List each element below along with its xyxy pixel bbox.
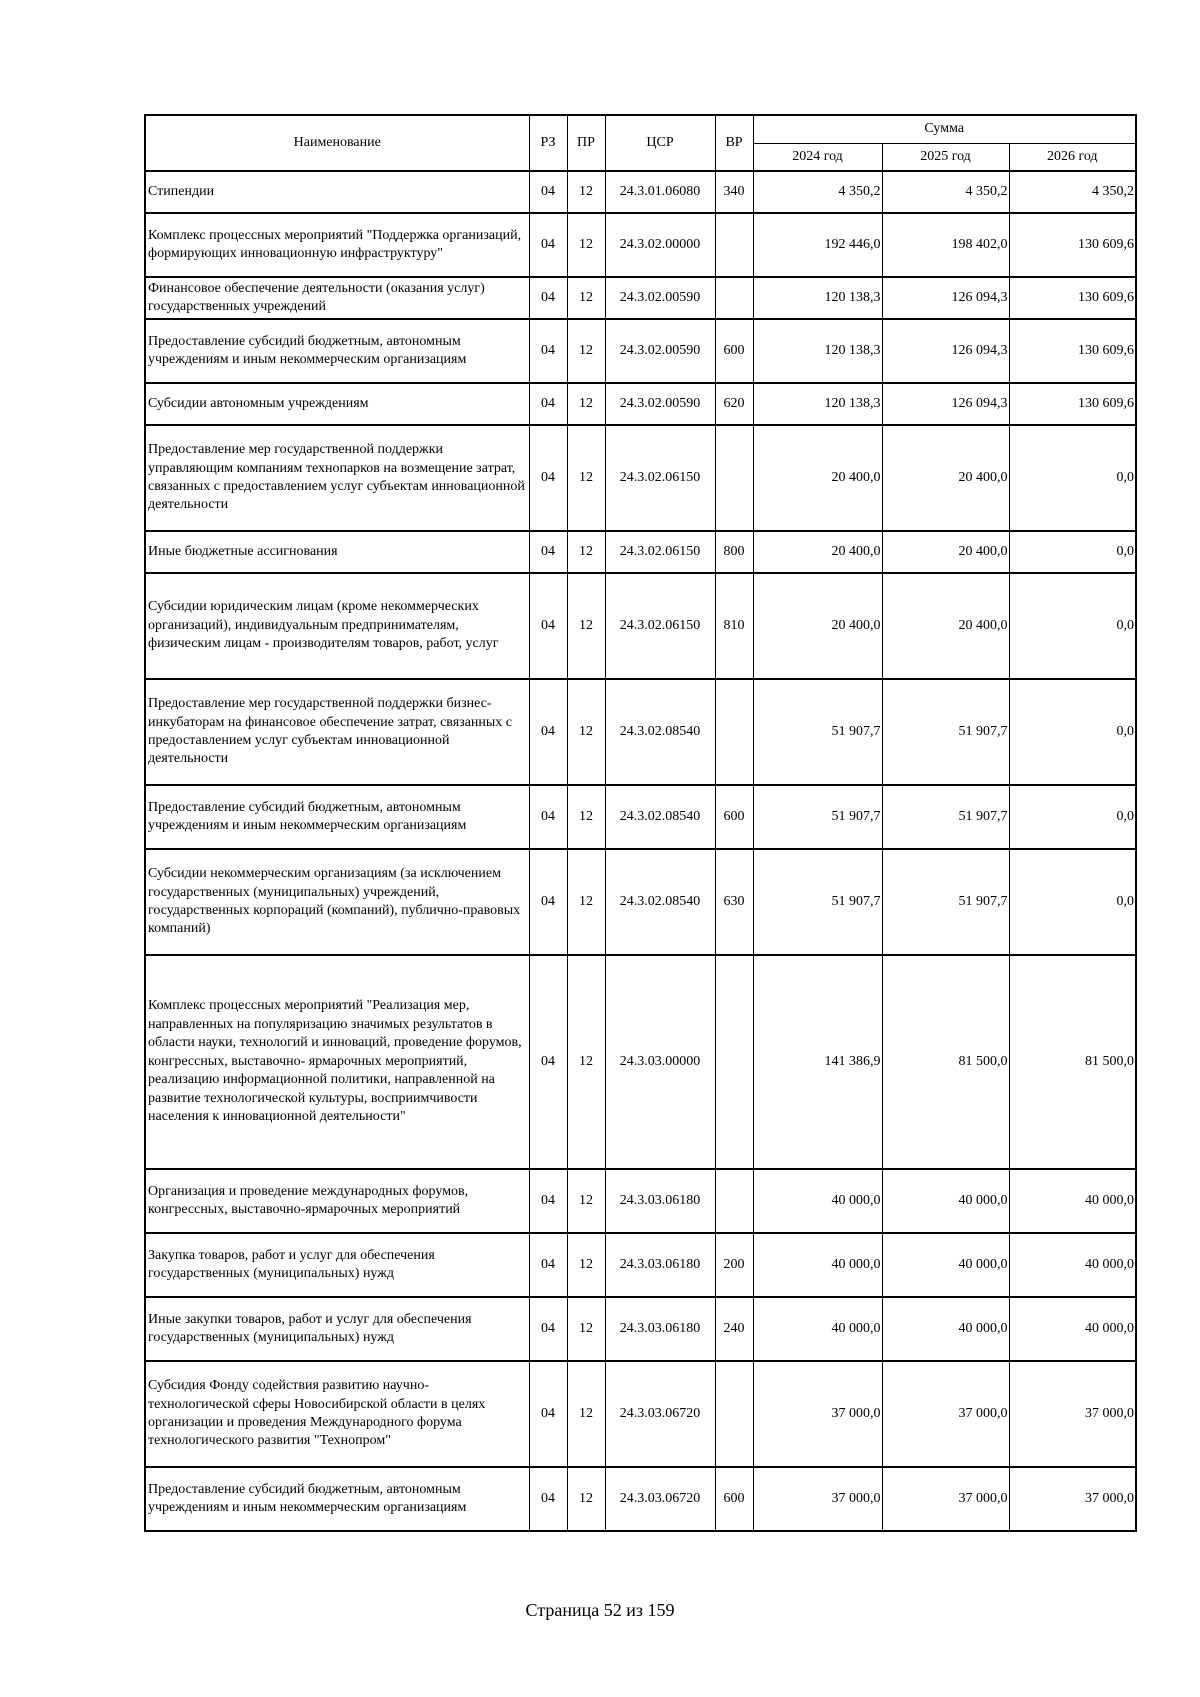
row-sum-2025: 51 907,7 (882, 785, 1009, 849)
row-pr: 12 (567, 1297, 605, 1361)
row-name: Субсидии автономным учреждениям (145, 383, 529, 425)
header-name: Наименование (145, 115, 529, 171)
row-sum-2026: 40 000,0 (1009, 1233, 1136, 1297)
row-name: Предоставление мер государственной поддержки управляющим компаниям технопарков на возмещение затрат, связанных с предоставлением услуг субъектам инновационной деятельности (145, 425, 529, 531)
row-sum-2026: 40 000,0 (1009, 1169, 1136, 1233)
row-rz: 04 (529, 213, 567, 277)
row-sum-2026: 130 609,6 (1009, 213, 1136, 277)
table-row (145, 1169, 1136, 1233)
row-sum-2024: 37 000,0 (753, 1467, 882, 1531)
row-rz: 04 (529, 1467, 567, 1531)
row-sum-2024: 51 907,7 (753, 679, 882, 785)
row-vr: 630 (715, 849, 753, 955)
row-name: Субсидии юридическим лицам (кроме некоммерческих организаций), индивидуальным предпринимателям, физическим лицам - производителям товаров, работ, услуг (145, 573, 529, 679)
row-sum-2024: 120 138,3 (753, 277, 882, 319)
row-sum-2024: 51 907,7 (753, 849, 882, 955)
row-pr: 12 (567, 1467, 605, 1531)
row-pr: 12 (567, 1361, 605, 1467)
header-vr: ВР (715, 115, 753, 171)
row-name: Субсидии некоммерческим организациям (за исключением государственных (муниципальных) учреждений, государственных корпораций (компаний), публично-правовых компаний) (145, 849, 529, 955)
row-sum-2025: 198 402,0 (882, 213, 1009, 277)
row-csr: 24.3.02.00590 (605, 383, 715, 425)
row-vr: 240 (715, 1297, 753, 1361)
row-name: Организация и проведение международных форумов, конгрессных, выставочно-ярмарочных мероприятий (145, 1169, 529, 1233)
row-name: Субсидия Фонду содействия развитию научно-технологической сферы Новосибирской области в целях организации и проведения Международного форума технологического развития "Технопром" (145, 1361, 529, 1467)
row-sum-2026: 4 350,2 (1009, 171, 1136, 213)
row-sum-2025: 20 400,0 (882, 573, 1009, 679)
row-sum-2024: 51 907,7 (753, 785, 882, 849)
row-sum-2025: 126 094,3 (882, 277, 1009, 319)
row-rz: 04 (529, 319, 567, 383)
row-rz: 04 (529, 573, 567, 679)
row-rz: 04 (529, 1233, 567, 1297)
row-sum-2024: 192 446,0 (753, 213, 882, 277)
table-row (145, 425, 1136, 531)
table-header (145, 115, 1136, 171)
table-row (145, 955, 1136, 1169)
row-csr: 24.3.03.06180 (605, 1297, 715, 1361)
row-pr: 12 (567, 955, 605, 1169)
row-vr: 600 (715, 1467, 753, 1531)
row-sum-2025: 40 000,0 (882, 1297, 1009, 1361)
row-sum-2024: 20 400,0 (753, 425, 882, 531)
row-vr: 600 (715, 785, 753, 849)
row-pr: 12 (567, 1169, 605, 1233)
table-row (145, 383, 1136, 425)
row-sum-2025: 20 400,0 (882, 531, 1009, 573)
table-row (145, 1361, 1136, 1467)
row-pr: 12 (567, 573, 605, 679)
row-sum-2026: 37 000,0 (1009, 1467, 1136, 1531)
table-row (145, 1297, 1136, 1361)
row-sum-2026: 40 000,0 (1009, 1297, 1136, 1361)
row-name: Предоставление мер государственной поддержки бизнес-инкубаторам на финансовое обеспечение затрат, связанных с предоставлением услуг субъектам инновационной деятельности (145, 679, 529, 785)
header-csr: ЦСР (605, 115, 715, 171)
header-pr: ПР (567, 115, 605, 171)
row-sum-2025: 126 094,3 (882, 319, 1009, 383)
page-number: Страница 52 из 159 (525, 1600, 675, 1620)
row-pr: 12 (567, 785, 605, 849)
row-vr (715, 679, 753, 785)
table-row (145, 1467, 1136, 1531)
row-pr: 12 (567, 171, 605, 213)
row-csr: 24.3.03.06180 (605, 1233, 715, 1297)
header-sum: Сумма (753, 115, 1136, 143)
row-pr: 12 (567, 213, 605, 277)
row-csr: 24.3.03.06720 (605, 1361, 715, 1467)
row-sum-2024: 40 000,0 (753, 1169, 882, 1233)
row-sum-2025: 126 094,3 (882, 383, 1009, 425)
row-csr: 24.3.03.06720 (605, 1467, 715, 1531)
row-sum-2024: 120 138,3 (753, 319, 882, 383)
row-sum-2026: 0,0 (1009, 573, 1136, 679)
row-pr: 12 (567, 383, 605, 425)
row-sum-2026: 130 609,6 (1009, 383, 1136, 425)
row-csr: 24.3.02.00590 (605, 277, 715, 319)
row-rz: 04 (529, 785, 567, 849)
row-rz: 04 (529, 1169, 567, 1233)
row-sum-2024: 40 000,0 (753, 1297, 882, 1361)
row-sum-2025: 40 000,0 (882, 1169, 1009, 1233)
row-sum-2026: 0,0 (1009, 785, 1136, 849)
header-year-2025: 2025 год (882, 143, 1009, 171)
row-sum-2026: 130 609,6 (1009, 319, 1136, 383)
row-sum-2025: 4 350,2 (882, 171, 1009, 213)
row-sum-2024: 141 386,9 (753, 955, 882, 1169)
row-sum-2025: 51 907,7 (882, 679, 1009, 785)
row-pr: 12 (567, 849, 605, 955)
table-row (145, 171, 1136, 213)
table-row (145, 1233, 1136, 1297)
table-row (145, 849, 1136, 955)
row-name: Комплекс процессных мероприятий "Реализация мер, направленных на популяризацию значимых результатов в области науки, технологий и инноваций, проведение форумов, конгрессных, выставочно- ярмарочных мероприятий, реализацию информационной политики, направленной на развитие технологической культуры, восприимчивости населения к инновационной деятельности" (145, 955, 529, 1169)
row-sum-2024: 40 000,0 (753, 1233, 882, 1297)
row-name: Иные закупки товаров, работ и услуг для обеспечения государственных (муниципальных) нужд (145, 1297, 529, 1361)
row-sum-2026: 37 000,0 (1009, 1361, 1136, 1467)
row-rz: 04 (529, 383, 567, 425)
row-name: Предоставление субсидий бюджетным, автономным учреждениям и иным некоммерческим организациям (145, 1467, 529, 1531)
row-name: Иные бюджетные ассигнования (145, 531, 529, 573)
row-vr: 810 (715, 573, 753, 679)
row-pr: 12 (567, 531, 605, 573)
row-vr (715, 1361, 753, 1467)
row-csr: 24.3.02.06150 (605, 531, 715, 573)
row-pr: 12 (567, 425, 605, 531)
row-name: Финансовое обеспечение деятельности (оказания услуг) государственных учреждений (145, 277, 529, 319)
row-vr (715, 277, 753, 319)
row-name: Комплекс процессных мероприятий "Поддержка организаций, формирующих инновационную инфраструктуру" (145, 213, 529, 277)
row-csr: 24.3.03.00000 (605, 955, 715, 1169)
row-rz: 04 (529, 531, 567, 573)
row-name: Предоставление субсидий бюджетным, автономным учреждениям и иным некоммерческим организациям (145, 785, 529, 849)
row-name: Закупка товаров, работ и услуг для обеспечения государственных (муниципальных) нужд (145, 1233, 529, 1297)
row-vr: 340 (715, 171, 753, 213)
row-csr: 24.3.02.08540 (605, 849, 715, 955)
table-row (145, 679, 1136, 785)
row-sum-2026: 0,0 (1009, 531, 1136, 573)
row-sum-2025: 51 907,7 (882, 849, 1009, 955)
row-rz: 04 (529, 955, 567, 1169)
row-sum-2024: 20 400,0 (753, 573, 882, 679)
header-rz: РЗ (529, 115, 567, 171)
table-row (145, 277, 1136, 319)
row-rz: 04 (529, 849, 567, 955)
row-csr: 24.3.02.00590 (605, 319, 715, 383)
table-row (145, 785, 1136, 849)
row-pr: 12 (567, 1233, 605, 1297)
row-vr: 620 (715, 383, 753, 425)
row-rz: 04 (529, 425, 567, 531)
table-row (145, 319, 1136, 383)
row-csr: 24.3.03.06180 (605, 1169, 715, 1233)
row-vr (715, 213, 753, 277)
row-rz: 04 (529, 1297, 567, 1361)
row-vr: 600 (715, 319, 753, 383)
row-vr: 200 (715, 1233, 753, 1297)
row-csr: 24.3.02.08540 (605, 679, 715, 785)
row-csr: 24.3.02.00000 (605, 213, 715, 277)
row-sum-2024: 20 400,0 (753, 531, 882, 573)
row-name: Предоставление субсидий бюджетным, автономным учреждениям и иным некоммерческим организациям (145, 319, 529, 383)
row-rz: 04 (529, 171, 567, 213)
row-sum-2026: 0,0 (1009, 849, 1136, 955)
table-body (145, 171, 1136, 1531)
row-sum-2026: 81 500,0 (1009, 955, 1136, 1169)
row-sum-2025: 81 500,0 (882, 955, 1009, 1169)
row-csr: 24.3.02.08540 (605, 785, 715, 849)
table-row (145, 213, 1136, 277)
header-year-2026: 2026 год (1009, 143, 1136, 171)
row-rz: 04 (529, 679, 567, 785)
row-sum-2024: 37 000,0 (753, 1361, 882, 1467)
budget-table (144, 114, 1137, 1532)
row-pr: 12 (567, 319, 605, 383)
row-sum-2026: 130 609,6 (1009, 277, 1136, 319)
table-row (145, 573, 1136, 679)
row-vr (715, 955, 753, 1169)
row-sum-2025: 20 400,0 (882, 425, 1009, 531)
row-pr: 12 (567, 277, 605, 319)
row-vr (715, 425, 753, 531)
row-csr: 24.3.01.06080 (605, 171, 715, 213)
row-csr: 24.3.02.06150 (605, 425, 715, 531)
row-rz: 04 (529, 1361, 567, 1467)
row-pr: 12 (567, 679, 605, 785)
row-sum-2025: 40 000,0 (882, 1233, 1009, 1297)
row-vr (715, 1169, 753, 1233)
row-sum-2025: 37 000,0 (882, 1467, 1009, 1531)
table-row (145, 531, 1136, 573)
row-sum-2025: 37 000,0 (882, 1361, 1009, 1467)
row-csr: 24.3.02.06150 (605, 573, 715, 679)
row-sum-2024: 4 350,2 (753, 171, 882, 213)
row-name: Стипендии (145, 171, 529, 213)
row-vr: 800 (715, 531, 753, 573)
row-rz: 04 (529, 277, 567, 319)
header-year-2024: 2024 год (753, 143, 882, 171)
row-sum-2026: 0,0 (1009, 679, 1136, 785)
row-sum-2024: 120 138,3 (753, 383, 882, 425)
row-sum-2026: 0,0 (1009, 425, 1136, 531)
